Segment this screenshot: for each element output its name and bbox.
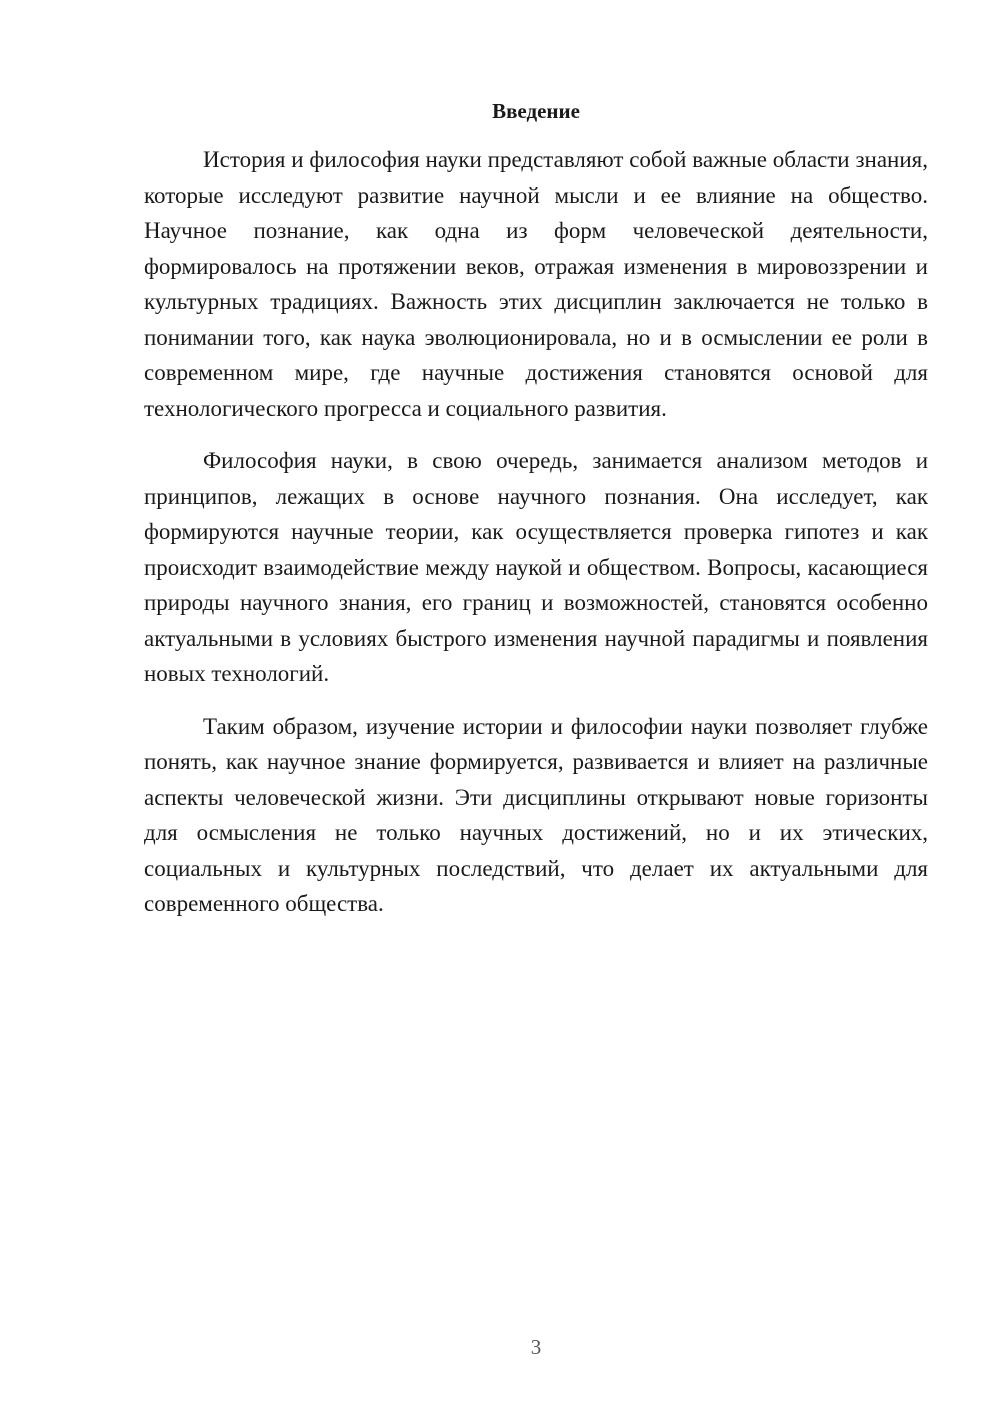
page-number: 3: [530, 1335, 542, 1359]
paragraph-3: Таким образом, изучение истории и философии науки позволяет глубже понять, как научное знание формируется, развивается и влияет на различные аспекты человеческой жизни. Эти дисциплины открывают новые горизонты для осмысления не только научных достижений, но и их этических, социальных и культурных последствий, что делает их актуальными для современного общества.: [144, 713, 928, 916]
paragraph-2: Философия науки, в свою очередь, занимается анализом методов и принципов, лежащих в основе научного познания. Она исследует, как формируются научные теории, как осуществляется проверка гипотез и как происходит взаимодействие между наукой и обществом. Вопросы, касающиеся природы научного знания, его границ и возможностей, становятся особенно актуальными в условиях быстрого изменения научной парадигмы и появления новых технологий.: [144, 448, 928, 686]
body-text: [144, 142, 928, 939]
paragraph-1: История и философия науки представляют собой важные области знания, которые исследуют развитие научной мысли и ее влияние на общество. Научное познание, как одна из форм человеческой деятельности, формировалось на протяжении веков, отражая изменения в мировоззрении и культурных традициях. Важность этих дисциплин заключается не только в понимании того, как наука эволюционировала, но и в осмыслении ее роли в современном мире, где научные достижения становятся основой для технологического прогресса и социального развития.: [144, 147, 928, 421]
section-title: Введение: [492, 99, 580, 123]
